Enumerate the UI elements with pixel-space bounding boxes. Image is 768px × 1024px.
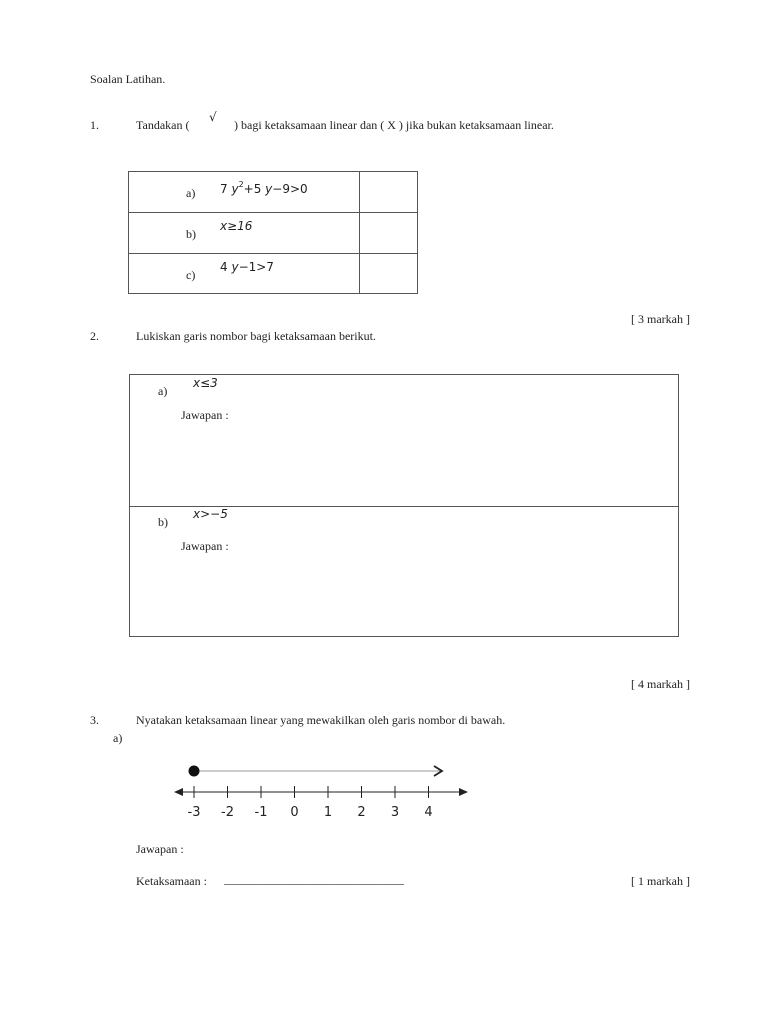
q3-part-label: a): [113, 731, 123, 745]
q2-answer-area-a[interactable]: [181, 427, 661, 499]
q2-answer-label: Jawapan :: [181, 539, 229, 553]
q2-part-label: b): [158, 515, 168, 529]
q2-part-label: a): [158, 384, 168, 398]
q1-row-label: a): [186, 186, 196, 200]
check-mark-icon: √: [209, 110, 217, 124]
q2-answer-box: [129, 374, 679, 637]
q1-row-label: b): [186, 227, 196, 241]
q3-marks: [ 1 markah ]: [631, 874, 690, 888]
arrow-right-icon: [459, 788, 468, 796]
q1-answer-cell-b[interactable]: [360, 213, 417, 253]
q1-text-after: ) bagi ketaksamaan linear dan ( X ) jika bukan ketaksamaan linear.: [234, 118, 554, 132]
q1-table: [128, 171, 418, 294]
q1-row-b: [129, 212, 417, 253]
q1-number: 1.: [90, 118, 99, 132]
q1-row-expr: 4 y−1>7: [220, 260, 274, 274]
q2-number: 2.: [90, 329, 99, 343]
q1-row-expr: 7 $y^2+5$ y−9>0: [220, 180, 308, 196]
q1-text-before: Tandakan (: [136, 118, 190, 132]
q1-marks: [ 3 markah ]: [631, 312, 690, 326]
q3-text: Nyatakan ketaksamaan linear yang mewakilkan oleh garis nombor di bawah.: [136, 713, 506, 727]
q1-answer-cell-a[interactable]: [360, 172, 417, 212]
q2-answer-label: Jawapan :: [181, 408, 229, 422]
q2-answer-area-b[interactable]: [181, 558, 661, 630]
number-line-tick-label: 1: [323, 805, 333, 820]
q2-text: Lukiskan garis nombor bagi ketaksamaan berikut.: [136, 329, 376, 343]
number-line-tick-label: 4: [424, 805, 433, 820]
number-line-axis: [174, 788, 468, 796]
q2-part-expr: x>−5: [193, 507, 228, 521]
q1-row-a: [129, 172, 417, 212]
number-line-tick-label: 0: [290, 805, 299, 820]
number-line-tick-label: -3: [187, 805, 201, 820]
number-line-tick-label: 3: [390, 805, 400, 820]
q2-marks: [ 4 markah ]: [631, 677, 690, 691]
q1-answer-cell-c[interactable]: [360, 254, 417, 294]
q1-row-label: c): [186, 268, 196, 282]
number-line-tick-label: 2: [357, 805, 366, 820]
q1-row-expr: x≥16: [220, 219, 253, 233]
number-line-ray: [189, 766, 442, 776]
number-line-labels: [188, 805, 433, 820]
arrow-left-icon: [174, 788, 183, 796]
q3-number: 3.: [90, 713, 99, 727]
number-line: [160, 755, 480, 825]
q1-row-c: [129, 253, 417, 294]
number-line-tick-label: -1: [254, 805, 268, 820]
q3-answer-blank[interactable]: ______________________________: [224, 872, 404, 886]
number-line-tick-label: -2: [221, 805, 234, 820]
closed-dot-icon: [189, 766, 199, 776]
q3-inequality-label: Ketaksamaan :: [136, 874, 207, 888]
q3-answer-label: Jawapan :: [136, 842, 184, 856]
q2-part-expr: x≤3: [193, 376, 218, 390]
page-title: Soalan Latihan.: [90, 72, 166, 86]
